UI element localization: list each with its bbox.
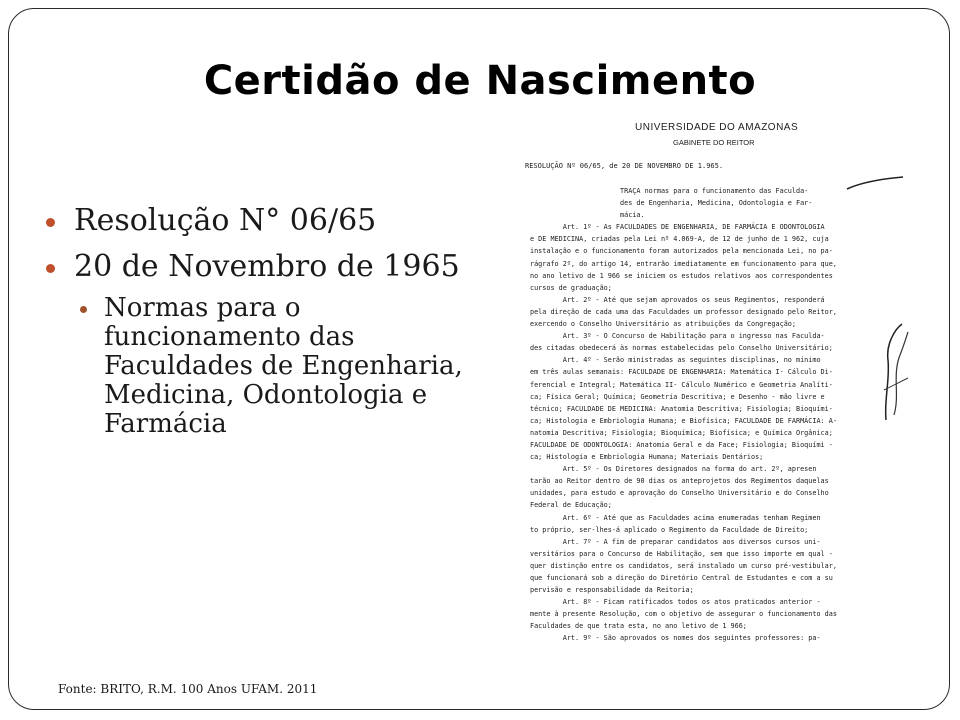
document-line: exercendo o Conselho Universitário as atribuições da Congregação; xyxy=(530,320,796,329)
document-line: que funcionará sob a direção do Diretório Central de Estudantes e com a su xyxy=(530,574,833,582)
handwritten-signature xyxy=(880,320,912,430)
document-line: ca; Física Geral; Química; Geometria Descritiva; e Desenho - mão livre e xyxy=(530,392,825,401)
document-line: pela direção de cada uma das Faculdades um professor designado pelo Reitor, xyxy=(530,307,837,316)
bullet-text: 20 de Novembro de 1965 xyxy=(74,249,460,284)
document-line: versitários para o Concurso de Habilitação, sem que isso importe em qual - xyxy=(530,549,833,558)
document-line: mente à presente Resolução, com o objetivo de assegurar o funcionamento das xyxy=(530,610,837,619)
document-header: UNIVERSIDADE DO AMAZONAS xyxy=(635,122,799,133)
bullet-text: Resolução N° 06/65 xyxy=(74,203,377,238)
document-line: Art. 9º - São aprovados os nomes dos seguintes professores: pa- xyxy=(530,634,821,643)
sub-bullet-item xyxy=(46,294,564,439)
document-resolution-line: RESOLUÇÃO Nº 06/65, de 20 DE NOVEMBRO DE 1.965. xyxy=(525,162,724,170)
bullet-item xyxy=(46,198,546,244)
document-line: ca; Histologia e Embriologia Humana; e Biofísica; FACULDADE DE FARMÁCIA: A- xyxy=(530,416,837,425)
document-line: Art. 8º - Ficam ratificados todos os atos praticados anterior - xyxy=(530,598,821,607)
document-line: e DE MEDICINA, criadas pela Lei nº 4.069-A, de 12 de junho de 1 962, cuja xyxy=(530,235,829,244)
document-line: Art. 3º - O Concurso de Habilitação para o ingresso nas Faculda- xyxy=(530,332,825,341)
bullet-item xyxy=(46,244,546,290)
document-line: rágrafo 2º, do artigo 14, entrarão imediatamente em funcionamento para que, xyxy=(530,259,837,268)
sub-bullet-dot-icon xyxy=(80,306,87,313)
bullet-dot-icon xyxy=(46,264,55,273)
document-line: Art. 2º - Até que sejam aprovados os seus Regimentos, responderá xyxy=(530,295,825,304)
pen-stroke-mark xyxy=(845,175,905,195)
document-line: Federal de Educação; xyxy=(530,501,612,510)
document-line: cursos de graduação; xyxy=(530,283,612,292)
sub-bullet-line: Normas para o xyxy=(104,293,301,323)
document-line: Art. 4º - Serão ministradas as seguintes disciplinas, no mínimo xyxy=(530,356,821,365)
document-line: des citadas obedecerá às normas estabelecidas pelo Conselho Universitário; xyxy=(530,344,833,353)
bullet-list xyxy=(46,198,546,439)
sub-bullet-line: Farmácia xyxy=(104,409,227,439)
document-line: técnico; FACULDADE DE MEDICINA: Anatomia Descritiva; Fisiologia; Bioquími- xyxy=(530,404,833,413)
document-line: ca; Histologia e Embriologia Humana; Materiais Dentários; xyxy=(530,453,764,462)
document-line: pervisão e responsabilidade da Reitoria; xyxy=(530,586,694,595)
document-subheader: GABINETE DO REITOR xyxy=(673,138,755,147)
sub-bullet-line: funcionamento das xyxy=(104,322,355,352)
document-line: Art. 5º - Os Diretores designados na forma do art. 2º, apresen xyxy=(530,465,817,474)
document-line: des de Engenharia, Medicina, Odontologia e Far- xyxy=(530,199,813,208)
document-line: natomia Descritiva; Fisiologia; Bioquímica; Biofísica; e Química Orgânica; xyxy=(530,428,833,437)
sub-bullet-line: Medicina, Odontologia e xyxy=(104,380,428,410)
scanned-document xyxy=(525,110,915,685)
bullet-dot-icon xyxy=(46,218,55,227)
document-line: tarão ao Reitor dentro de 90 dias os anteprojetos dos Regimentos daquelas xyxy=(530,477,829,486)
document-line: Art. 7º - A fim de preparar candidatos aos diversos cursos uni- xyxy=(530,537,821,546)
document-line: FACULDADE DE ODONTOLOGIA: Anatomia Geral e da Face; Fisiologia; Bioquími - xyxy=(530,440,833,449)
document-line: to próprio, ser-lhes-á aplicado o Regimento da Faculdade de Direito; xyxy=(530,525,809,534)
sub-bullet-line: Faculdades de Engenharia, xyxy=(104,351,463,381)
document-line: TRAÇA normas para o funcionamento das Faculda- xyxy=(530,187,809,195)
document-line: em três aulas semanais: FACULDADE DE ENGENHARIA: Matemática I- Cálculo Di- xyxy=(530,368,833,377)
document-line: Art. 1º - As FACULDADES DE ENGENHARIA, DE FARMÁCIA E ODONTOLOGIA xyxy=(530,223,825,232)
document-line: ferencial e Integral; Matemática II- Cálculo Numérico e Geometria Analíti- xyxy=(530,380,833,389)
document-line: quer distinção entre os candidatos, será instalado um curso pré-vestibular, xyxy=(530,561,837,570)
slide-title: Certidão de Nascimento xyxy=(203,58,757,104)
document-line: Art. 6º - Até que as Faculdades acima enumeradas tenham Regimen xyxy=(530,513,821,522)
document-line: no ano letivo de 1 966 se iniciem os estudos relativos aos correspondentes xyxy=(530,271,833,280)
source-footnote: Fonte: BRITO, R.M. 100 Anos UFAM. 2011 xyxy=(58,682,318,696)
document-line: instalação e o funcionamento foram autorizados pela mencionada Lei, no pa- xyxy=(530,247,833,256)
document-line: mácia. xyxy=(530,211,645,220)
document-line: Faculdades de que trata esta, no ano letivo de 1 966; xyxy=(530,622,747,631)
document-body xyxy=(530,185,905,645)
document-line: unidades, para estudo e aprovação do Conselho Universitário e do Conselho xyxy=(530,489,829,498)
